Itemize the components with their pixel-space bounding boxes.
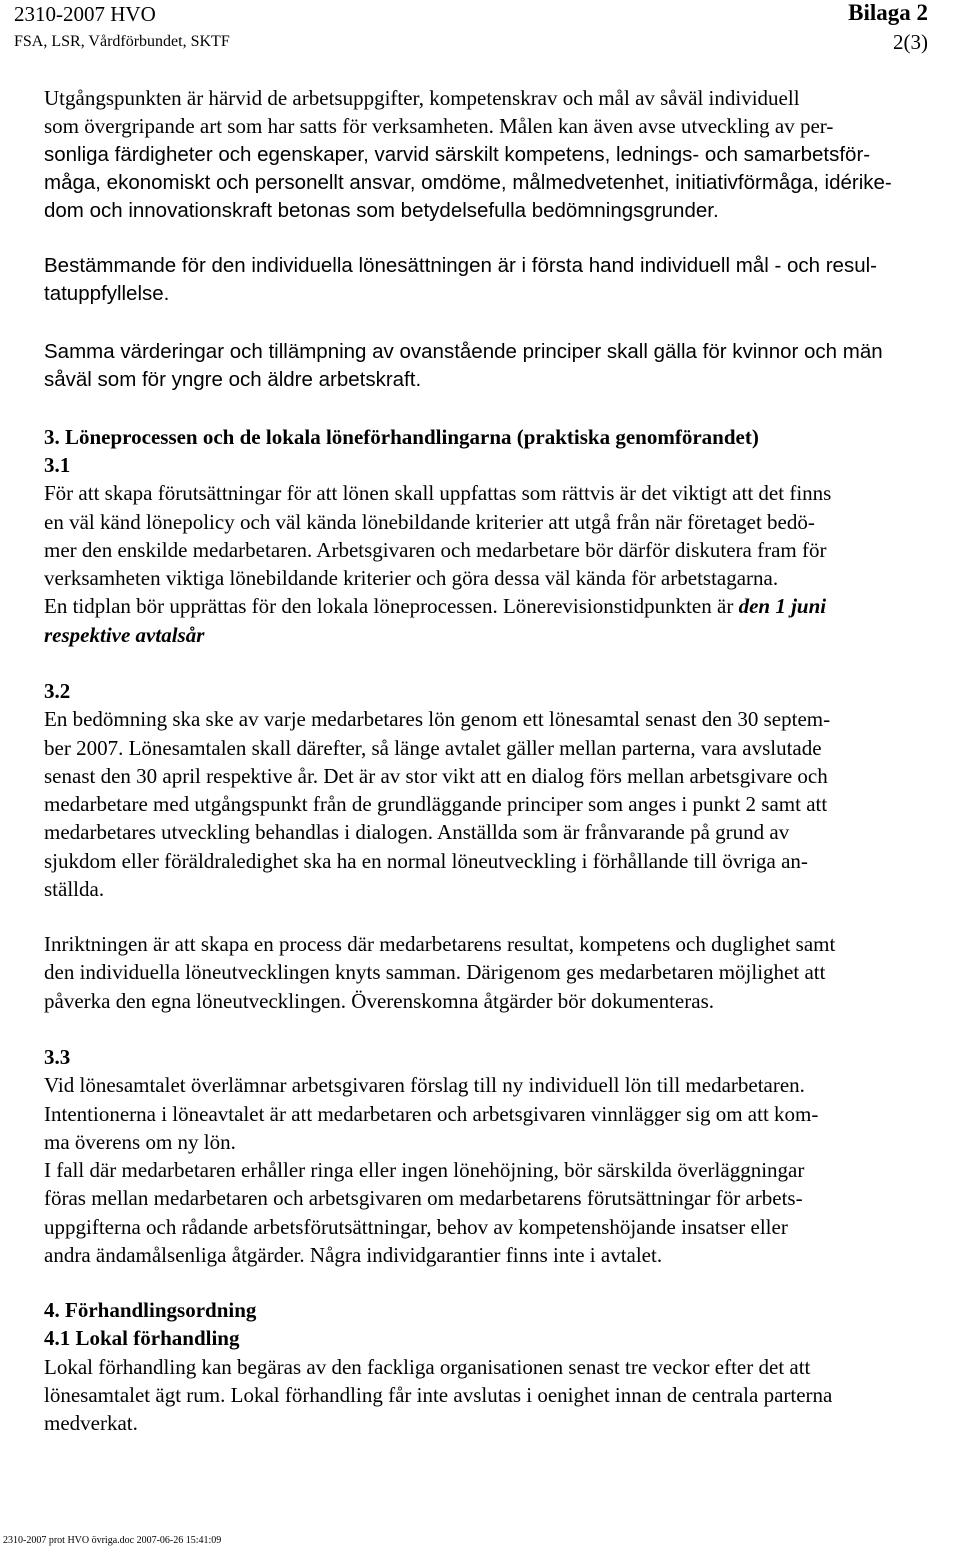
- section-3-heading: 3. Löneprocessen och de lokala löneförhandlingarna (praktiska genomförandet): [44, 425, 759, 449]
- intro-paragraph-3: [44, 338, 960, 395]
- text-line: I fall där medarbetaren erhåller ringa eller ingen lönehöjning, bör särskilda överläggningar: [44, 1158, 805, 1183]
- text-line: ber 2007. Lönesamtalen skall därefter, så länge avtalet gäller mellan parterna, vara avslutade: [44, 735, 822, 760]
- timeline-date-cont: respektive avtalsår: [44, 622, 205, 647]
- text-line: medarbetare med utgångspunkt från de grundläggande principer som anges i punkt 2 samt att: [44, 792, 828, 817]
- section-3-2: [44, 677, 960, 903]
- text-line: påverka den egna löneutvecklingen. Överenskomna åtgärder bör dokumenteras.: [44, 988, 714, 1013]
- text-line: uppgifterna och rådande arbetsförutsättningar, behov av kompetenshöjande insatser eller: [44, 1214, 788, 1239]
- text-line: lönesamtalet ägt rum. Lokal förhandling får inte avslutas i oenighet innan de centrala parterna: [44, 1382, 833, 1407]
- text-line: medverkat.: [44, 1411, 138, 1436]
- text-line: Inriktningen är att skapa en process där medarbetarens resultat, kompetens och duglighet samt: [44, 932, 836, 956]
- text-line: sonliga färdigheter och egenskaper, varvid särskilt kompetens, lednings- och samarbetsför-: [44, 142, 871, 166]
- timeline-line: [44, 592, 960, 620]
- text-line: tatuppfyllelse.: [44, 282, 170, 306]
- text-line: Intentionerna i löneavtalet är att medarbetaren och arbetsgivaren vinnlägger sig om att kom-: [44, 1101, 819, 1126]
- doc-id: 2310-2007 HVO: [14, 2, 156, 26]
- text-line: Samma värderingar och tillämpning av ovanstående principer skall gälla för kvinnor och män: [44, 340, 883, 363]
- section-4-heading: 4. Förhandlingsordning: [44, 1298, 257, 1322]
- text-line: föras mellan medarbetaren och arbetsgivaren om medarbetarens förutsättningar för arbets-: [44, 1186, 803, 1211]
- text-line: Vid lönesamtalet överlämnar arbetsgivaren förslag till ny individuell lön till medarbetaren.: [44, 1073, 805, 1098]
- timeline-prefix: En tidplan bör upprättas för den lokala löneprocessen. Lönerevisionstidpunkten är: [44, 594, 739, 619]
- section-3-2-paragraph-2: [44, 930, 960, 1015]
- text-line: En bedömning ska ske av varje medarbetares lön genom ett lönesamtal senast den 30 septem-: [44, 707, 831, 732]
- footer-filename: 2310-2007 prot HVO övriga.doc 2007-06-26 15:41:09: [3, 1535, 222, 1546]
- text-line: ställda.: [44, 877, 105, 902]
- text-line: Bestämmande för den individuella lönesättningen är i första hand individuell mål - och resul-: [44, 254, 877, 277]
- text-line: verksamheten viktiga lönebildande kriterier och göra dessa väl kända för arbetstagarna.: [44, 566, 779, 591]
- text-line: måga, ekonomiskt och personellt ansvar, omdöme, målmedvetenhet, initiativförmåga, idérike-: [44, 170, 892, 194]
- text-line: medarbetares utveckling behandlas i dialogen. Anställda som är frånvarande på grund av: [44, 820, 790, 845]
- section-number: 3.1: [44, 453, 71, 477]
- text-line: som övergripande art som har satts för verksamheten. Målen kan även avse utveckling av per-: [44, 114, 834, 139]
- text-line: dom och innovationskraft betonas som betydelsefulla bedömningsgrunder.: [44, 199, 719, 223]
- text-line: en väl känd lönepolicy och väl kända lönebildande kriterier att utgå från när företaget bedö-: [44, 509, 815, 534]
- section-3-3: [44, 1043, 960, 1269]
- intro-paragraph-2: [44, 252, 960, 309]
- intro-paragraph: [44, 84, 960, 225]
- section-number: 3.3: [44, 1045, 71, 1069]
- text-line: För att skapa förutsättningar för att lönen skall uppfattas som rättvis är det viktigt att det finns: [44, 481, 832, 506]
- text-line: den individuella löneutvecklingen knyts samman. Därigenom ges medarbetaren möjlighet att: [44, 960, 826, 985]
- section-4: [44, 1296, 960, 1437]
- section-4-1-heading: 4.1 Lokal förhandling: [44, 1326, 240, 1351]
- text-line: Utgångspunkten är härvid de arbetsuppgifter, kompetenskrav och mål av såväl individuell: [44, 86, 800, 110]
- parties: FSA, LSR, Vårdförbundet, SKTF: [14, 33, 230, 50]
- text-line: Lokal förhandling kan begäras av den fackliga organisationen senast tre veckor efter det att: [44, 1354, 811, 1379]
- section-number: 3.2: [44, 679, 71, 703]
- attachment-label: Bilaga 2: [848, 0, 928, 25]
- text-line: ma överens om ny lön.: [44, 1129, 236, 1154]
- text-line: såväl som för yngre och äldre arbetskraft.: [44, 368, 422, 392]
- text-line: andra ändamålsenliga åtgärder. Några individgarantier finns inte i avtalet.: [44, 1243, 663, 1268]
- timeline-date: den 1 juni: [738, 594, 827, 619]
- text-line: senast den 30 april respektive år. Det är av stor vikt att en dialog förs mellan arbetsgivare och: [44, 763, 828, 788]
- page-number: 2(3): [893, 30, 928, 54]
- text-line: sjukdom eller föräldraledighet ska ha en normal löneutveckling i förhållande till övriga an-: [44, 848, 808, 873]
- section-3-1: [44, 451, 960, 649]
- text-line: mer den enskilde medarbetaren. Arbetsgivaren och medarbetare bör därför diskutera fram för: [44, 537, 827, 562]
